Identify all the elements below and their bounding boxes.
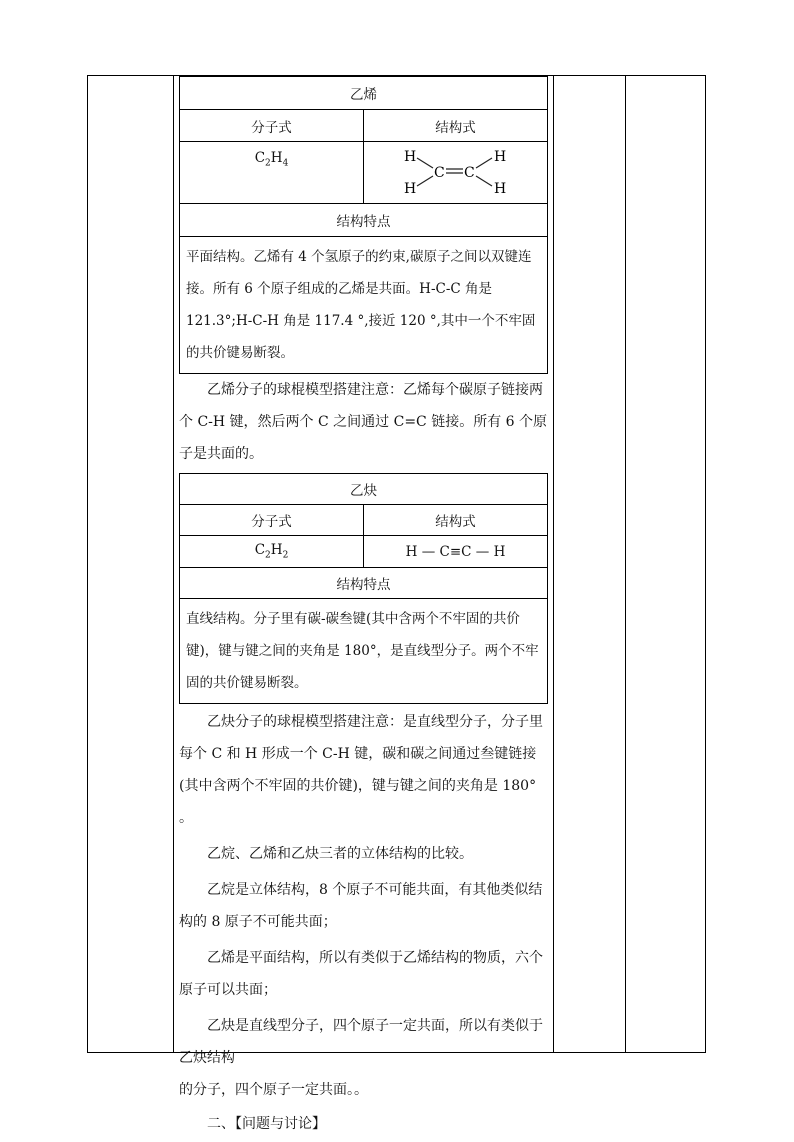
acetylene-comparison: 乙炔是直线型分子，四个原子一定共面，所以有类似于乙炔结构 <box>179 1018 543 1066</box>
acetylene-formula-header: 分子式 <box>180 505 364 536</box>
atom-h-2: H <box>403 180 416 197</box>
atom-c-2: C <box>463 164 475 181</box>
ethylene-structure-header: 结构式 <box>364 110 548 142</box>
comparison-intro: 乙烷、乙烯和乙炔三者的立体结构的比较。 <box>207 846 473 862</box>
acetylene-feature-header: 结构特点 <box>180 568 548 599</box>
ethylene-title: 乙烯 <box>180 77 548 110</box>
ethylene-feature-header: 结构特点 <box>180 204 548 237</box>
acetylene-table <box>179 473 548 704</box>
acetylene-structural-formula: H — C≡C — H <box>364 536 548 568</box>
acetylene-structure-header: 结构式 <box>364 505 548 536</box>
column-divider-right <box>625 76 626 1052</box>
ethylene-model-note: 乙烯分子的球棍模型搭建注意：乙烯每个碳原子链接两个 C-H 键，然后两个 C 之间通过 C=C 链接。所有 6 个原子是共面的。 <box>179 382 548 462</box>
acetylene-title: 乙炔 <box>180 474 548 505</box>
column-divider-mid <box>553 76 554 1052</box>
acetylene-molecular-formula: $C_2H_2$ <box>180 536 364 568</box>
acetylene-comparison-end: 的分子，四个原子一定共面。。 <box>179 1082 368 1098</box>
ethylene-structural-formula <box>364 142 548 204</box>
acetylene-feature-text: 直线结构。分子里有碳-碳叁键(其中含两个不牢固的共价键)，键与键之间的夹角是 180°，是直线型分子。两个不牢固的共价键易断裂。 <box>180 599 548 704</box>
content-column <box>174 76 553 1142</box>
ethylene-molecular-formula: $C_2H_4$ <box>180 142 364 204</box>
section-heading: 二、【问题与讨论】 <box>207 1116 326 1132</box>
atom-c-1: C <box>433 164 445 181</box>
ethane-comparison: 乙烷是立体结构，8 个原子不可能共面，有其他类似结构的 8 原子不可能共面； <box>179 882 543 930</box>
ethylene-structure-diagram <box>396 144 516 198</box>
atom-h-1: H <box>403 148 416 165</box>
ethylene-table <box>179 76 548 374</box>
page-frame <box>87 75 706 1132</box>
atom-h-4: H <box>493 180 506 197</box>
ethylene-formula-header: 分子式 <box>180 110 364 142</box>
ethylene-feature-text: 平面结构。乙烯有 4 个氢原子的约束,碳原子之间以双键连接。所有 6 个原子组成的乙烯是共面。H-C-C 角是 121.3°;H-C-H 角是 117.4 °,接近 120 °,其中一个不牢固的共价键易断裂。 <box>180 237 548 374</box>
ethylene-comparison: 乙烯是平面结构，所以有类似于乙烯结构的物质，六个原子可以共面； <box>179 950 543 998</box>
acetylene-model-note: 乙炔分子的球棍模型搭建注意：是直线型分子，分子里每个 C 和 H 形成一个 C-H 键，碳和碳之间通过叁键链接(其中含两个不牢固的共价键)，键与键之间的夹角是 180° 。 <box>179 714 543 826</box>
atom-h-3: H <box>493 148 506 165</box>
